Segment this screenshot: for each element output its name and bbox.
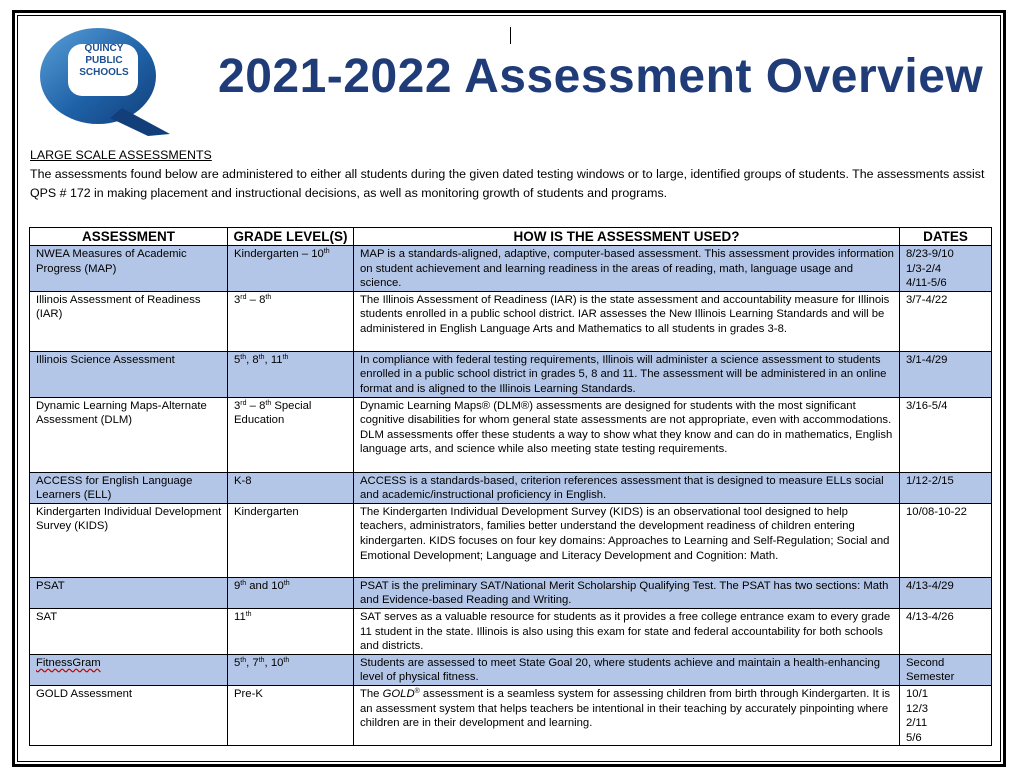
intro-section — [30, 146, 990, 203]
cell-dates: 3/1-4/29 — [900, 351, 992, 397]
cell-dates: Second Semester — [900, 654, 992, 685]
header-how-used: HOW IS THE ASSESSMENT USED? — [354, 228, 900, 246]
table-row — [30, 351, 992, 397]
cell-grade: 11th — [228, 608, 354, 654]
cell-assessment: Illinois Science Assessment — [30, 351, 228, 397]
cell-grade: 5th, 7th, 10th — [228, 654, 354, 685]
logo-line-quincy: QUINCY — [84, 43, 124, 54]
cell-dates: 10/08-10-22 — [900, 503, 992, 577]
section-heading: LARGE SCALE ASSESSMENTS — [30, 148, 212, 162]
logo-line-public: PUBLIC — [85, 55, 123, 66]
cell-assessment: GOLD Assessment — [30, 685, 228, 745]
cell-grade: 3rd – 8th — [228, 291, 354, 351]
table-row — [30, 397, 992, 472]
intro-paragraph: The assessments found below are administered to either all students during the given dated testing windows or to large, identified groups of students. The assessments assist QPS # 172 in making placement and instructional decisions, as well as monitoring growth of students and programs. — [30, 167, 985, 200]
cell-assessment: SAT — [30, 608, 228, 654]
cell-dates: 4/13-4/26 — [900, 608, 992, 654]
cell-assessment: Kindergarten Individual Development Survey (KIDS) — [30, 503, 228, 577]
cell-grade: Kindergarten – 10th — [228, 246, 354, 292]
cell-assessment: ACCESS for English Language Learners (ELL) — [30, 472, 228, 503]
cell-assessment: PSAT — [30, 577, 228, 608]
text-cursor — [510, 27, 511, 44]
spellcheck-underline: FitnessGram — [36, 656, 101, 669]
cell-usage: Dynamic Learning Maps® (DLM®) assessments are designed for students with the most significant cognitive disabilities for whom general state assessments are not appropriate, even with accommodations. DLM assessments offer these students a way to show what they know and can do in mathematics, English language arts, and science while also meeting state testing requirements. — [354, 397, 900, 472]
cell-usage: Students are assessed to meet State Goal 20, where students achieve and maintain a health-enhancing level of physical fitness. — [354, 654, 900, 685]
cell-dates: 3/7-4/22 — [900, 291, 992, 351]
cell-grade: Pre-K — [228, 685, 354, 745]
cell-usage: PSAT is the preliminary SAT/National Merit Scholarship Qualifying Test. The PSAT has two sections: Math and Evidence-based Reading and Writing. — [354, 577, 900, 608]
cell-usage: MAP is a standards-aligned, adaptive, computer-based assessment. This assessment provides information on student achievement and learning readiness in the areas of reading, math, language usage and science. — [354, 246, 900, 292]
cell-assessment: Illinois Assessment of Readiness (IAR) — [30, 291, 228, 351]
cell-dates: 4/13-4/29 — [900, 577, 992, 608]
cell-assessment: NWEA Measures of Academic Progress (MAP) — [30, 246, 228, 292]
cell-dates: 1/12-2/15 — [900, 472, 992, 503]
cell-dates: 10/1 12/3 2/11 5/6 — [900, 685, 992, 745]
cell-usage: ACCESS is a standards-based, criterion references assessment that is designed to measure ELLs social and academic/instructional proficiency in English. — [354, 472, 900, 503]
page-title: 2021-2022 Assessment Overview — [218, 50, 984, 103]
table-row — [30, 503, 992, 577]
table-row — [30, 654, 992, 685]
cell-dates: 3/16-5/4 — [900, 397, 992, 472]
cell-assessment — [30, 654, 228, 685]
cell-usage: The Kindergarten Individual Development Survey (KIDS) is an observational tool designed to help teachers, administrators, families better understand the development readiness of children entering kindergarten. KIDS focuses on four key domains: Approaches to Learning and Self-Regulation; Social and Emotional Development; Language and Literacy Development and Cognition: Math. — [354, 503, 900, 577]
cell-grade: K-8 — [228, 472, 354, 503]
cell-assessment: Dynamic Learning Maps-Alternate Assessment (DLM) — [30, 397, 228, 472]
logo-line-schools: SCHOOLS — [79, 67, 129, 78]
header-grade-levels: GRADE LEVEL(S) — [228, 228, 354, 246]
cell-usage: In compliance with federal testing requirements, Illinois will administer a science assessment to students enrolled in a public school district in grades 5, 8 and 11. The assessment will be administered in an online format and is aligned to the Illinois Learning Standards. — [354, 351, 900, 397]
table-row — [30, 472, 992, 503]
cell-usage: The Illinois Assessment of Readiness (IAR) is the state assessment and accountability measure for Illinois students enrolled in a public school district. IAR assesses the New Illinois Learning Standards and will be administered in English Language Arts and Mathematics to all students in grades 3-8. — [354, 291, 900, 351]
header-dates: DATES — [900, 228, 992, 246]
cell-usage: SAT serves as a valuable resource for students as it provides a free college entrance exam to every grade 11 student in the state. Illinois is also using this exam for state and federal accountability for both schools and districts. — [354, 608, 900, 654]
cell-usage: The GOLD® assessment is a seamless system for assessing children from birth through Kindergarten. It is an assessment system that helps teachers be intentional in their teaching by accurately pinpointing where children are in their development and learning. — [354, 685, 900, 745]
cell-grade: 9th and 10th — [228, 577, 354, 608]
table-row — [30, 685, 992, 745]
table-header-row — [30, 228, 992, 246]
table-row — [30, 577, 992, 608]
table-row — [30, 608, 992, 654]
header-assessment: ASSESSMENT — [30, 228, 228, 246]
cell-grade: Kindergarten — [228, 503, 354, 577]
table-row — [30, 291, 992, 351]
assessment-table — [29, 227, 992, 746]
cell-dates: 8/23-9/10 1/3-2/4 4/11-5/6 — [900, 246, 992, 292]
table-row — [30, 246, 992, 292]
cell-grade: 5th, 8th, 11th — [228, 351, 354, 397]
logo-text — [66, 43, 142, 93]
gold-brand-text: GOLD — [382, 687, 415, 700]
cell-grade: 3rd – 8th Special Education — [228, 397, 354, 472]
